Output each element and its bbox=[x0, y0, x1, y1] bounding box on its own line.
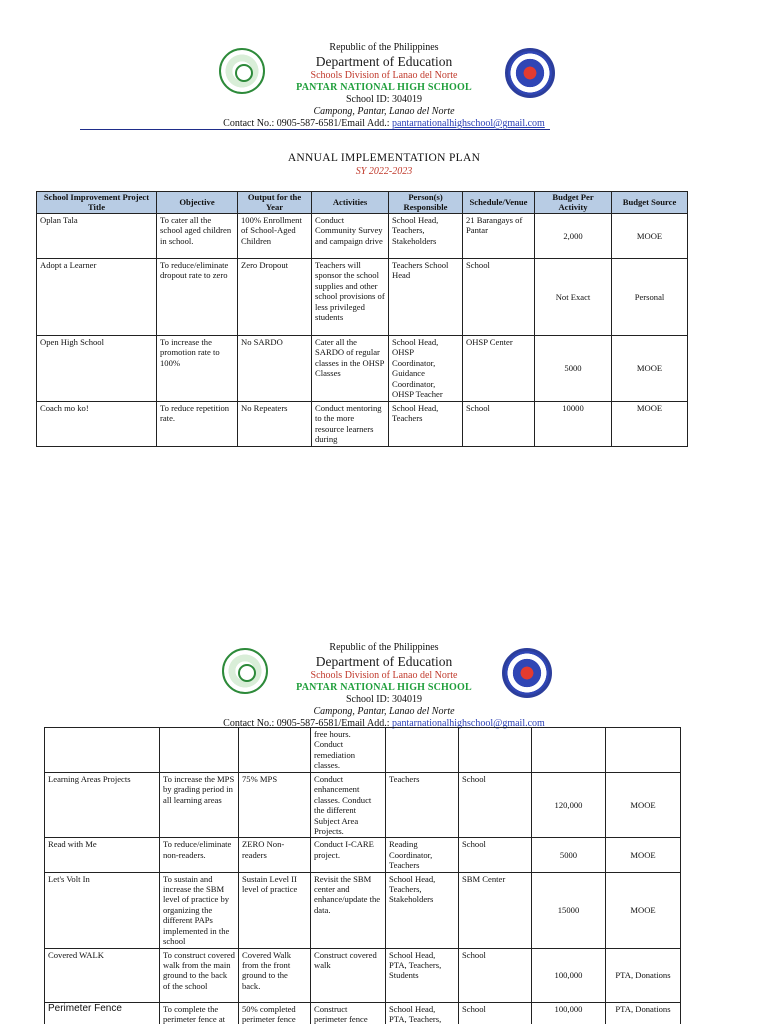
table-header-row bbox=[37, 192, 688, 214]
contact-text: Contact No.: 0905-587-6581/Email Add.: bbox=[223, 118, 393, 129]
schedule-cell: School bbox=[459, 838, 532, 872]
activities-cell: Conduct Community Survey and campaign drive bbox=[312, 214, 389, 259]
school-name: PANTAR NATIONAL HIGH SCHOOL bbox=[296, 682, 472, 693]
email-link[interactable]: pantarnationalhighschool@gmail.com bbox=[392, 118, 545, 129]
budget-cell: 120,000 bbox=[532, 773, 606, 838]
objective-cell: To sustain and increase the SBM level of practice by organizing the different PAPs implemented in the school bbox=[160, 872, 239, 948]
activities-cell: Conduct enhancement classes. Conduct the different Subject Area Projects. bbox=[311, 773, 386, 838]
output-cell: 50% completed perimeter fence bbox=[239, 1002, 311, 1024]
email-link[interactable]: pantarnationalhighschool@gmail.com bbox=[392, 718, 545, 729]
column-header: Person(s) Responsible bbox=[389, 192, 463, 214]
budget-cell: 10000 bbox=[535, 402, 612, 447]
activities-cell: free hours. Conduct remediation classes. bbox=[311, 728, 386, 773]
objective-cell: To reduce/eliminate dropout rate to zero bbox=[157, 259, 238, 336]
contact-text: Contact No.: 0905-587-6581/Email Add.: bbox=[223, 718, 393, 729]
budget-source-cell: MOOE bbox=[606, 773, 681, 838]
table-row bbox=[45, 1002, 681, 1024]
table-row bbox=[45, 838, 681, 872]
table-row bbox=[37, 402, 688, 447]
objective-cell: To complete the perimeter fence at bbox=[160, 1002, 239, 1024]
column-header: Budget Source bbox=[612, 192, 688, 214]
table-row bbox=[45, 872, 681, 948]
budget-source-cell: MOOE bbox=[606, 872, 681, 948]
project-title-cell: Learning Areas Projects bbox=[45, 773, 160, 838]
project-title-cell bbox=[45, 728, 160, 773]
table-row bbox=[37, 259, 688, 336]
output-cell: 100% Enrollment of School-Aged Children bbox=[238, 214, 312, 259]
budget-cell: 100,000 bbox=[532, 948, 606, 1002]
column-header: Schedule/Venue bbox=[463, 192, 535, 214]
header-rule bbox=[80, 129, 550, 130]
objective-cell: To reduce/eliminate non-readers. bbox=[160, 838, 239, 872]
schedule-cell: School bbox=[463, 402, 535, 447]
persons-cell bbox=[386, 728, 459, 773]
schedule-cell bbox=[459, 728, 532, 773]
budget-source-cell: PTA, Donations bbox=[606, 948, 681, 1002]
persons-cell: School Head, OHSP Coordinator, Guidance Coordinator, OHSP Teacher bbox=[389, 336, 463, 402]
activities-cell: Construct perimeter fence bbox=[311, 1002, 386, 1024]
persons-cell: Teachers School Head bbox=[389, 259, 463, 336]
schedule-cell: School bbox=[463, 259, 535, 336]
division-name: Schools Division of Lanao del Norte bbox=[310, 70, 458, 81]
table-row bbox=[45, 728, 681, 773]
persons-cell: School Head, Teachers, Stakeholders bbox=[386, 872, 459, 948]
objective-cell: To cater all the school aged children in school. bbox=[157, 214, 238, 259]
output-cell: No SARDO bbox=[238, 336, 312, 402]
budget-source-cell: PTA, Donations bbox=[606, 1002, 681, 1024]
department-name: Department of Education bbox=[315, 54, 453, 69]
project-title-cell: Covered WALK bbox=[45, 948, 160, 1002]
persons-cell: School Head, Teachers bbox=[389, 402, 463, 447]
department-name: Department of Education bbox=[315, 654, 453, 669]
persons-cell: School Head, Teachers, Stakeholders bbox=[389, 214, 463, 259]
schedule-cell: SBM Center bbox=[459, 872, 532, 948]
column-header: Objective bbox=[157, 192, 238, 214]
project-title-cell: Read with Me bbox=[45, 838, 160, 872]
budget-source-cell: MOOE bbox=[612, 214, 688, 259]
budget-cell: 2,000 bbox=[535, 214, 612, 259]
school-address: Campong, Pantar, Lanao del Norte bbox=[313, 106, 455, 117]
school-id: School ID: 304019 bbox=[345, 694, 423, 705]
output-cell: Covered Walk from the front ground to the back. bbox=[239, 948, 311, 1002]
budget-source-cell: Personal bbox=[612, 259, 688, 336]
budget-source-cell: MOOE bbox=[612, 336, 688, 402]
implementation-plan-table bbox=[36, 191, 688, 447]
budget-cell bbox=[532, 728, 606, 773]
objective-cell bbox=[160, 728, 239, 773]
plan-title: ANNUAL IMPLEMENTATION PLAN bbox=[287, 152, 481, 164]
project-title-cell: Oplan Tala bbox=[37, 214, 157, 259]
activities-cell: Teachers will sponsor the school supplies and other school provisions of less privileged students bbox=[312, 259, 389, 336]
persons-cell: Teachers bbox=[386, 773, 459, 838]
column-header: Budget Per Activity bbox=[535, 192, 612, 214]
output-cell: Sustain Level II level of practice bbox=[239, 872, 311, 948]
output-cell: ZERO Non-readers bbox=[239, 838, 311, 872]
schedule-cell: School bbox=[459, 773, 532, 838]
objective-cell: To construct covered walk from the main ground to the back of the school bbox=[160, 948, 239, 1002]
budget-cell: 5000 bbox=[535, 336, 612, 402]
letterhead bbox=[0, 642, 768, 730]
output-cell: Zero Dropout bbox=[238, 259, 312, 336]
persons-cell: School Head, PTA, Teachers, bbox=[386, 1002, 459, 1024]
objective-cell: To increase the MPS by grading period in all learning areas bbox=[160, 773, 239, 838]
project-title-cell: Adopt a Learner bbox=[37, 259, 157, 336]
school-year: SY 2022-2023 bbox=[355, 166, 413, 177]
budget-cell: 100,000 bbox=[532, 1002, 606, 1024]
budget-cell: 15000 bbox=[532, 872, 606, 948]
implementation-plan-table-continued bbox=[44, 727, 681, 1024]
activities-cell: Conduct mentoring to the more resource learners during bbox=[312, 402, 389, 447]
budget-cell: 5000 bbox=[532, 838, 606, 872]
project-title-cell: Perimeter Fence bbox=[45, 1002, 160, 1024]
budget-source-cell bbox=[606, 728, 681, 773]
output-cell bbox=[239, 728, 311, 773]
project-title-cell: Open High School bbox=[37, 336, 157, 402]
persons-cell: School Head, PTA, Teachers, Students bbox=[386, 948, 459, 1002]
republic-line: Republic of the Philippines bbox=[329, 642, 439, 653]
column-header: School Improvement Project Title bbox=[37, 192, 157, 214]
activities-cell: Revisit the SBM center and enhance/update the data. bbox=[311, 872, 386, 948]
school-id: School ID: 304019 bbox=[345, 94, 423, 105]
schedule-cell: School bbox=[459, 948, 532, 1002]
column-header: Output for the Year bbox=[238, 192, 312, 214]
persons-cell: Reading Coordinator, Teachers bbox=[386, 838, 459, 872]
schedule-cell: School bbox=[459, 1002, 532, 1024]
table-row bbox=[37, 336, 688, 402]
project-title-cell: Coach mo ko! bbox=[37, 402, 157, 447]
division-name: Schools Division of Lanao del Norte bbox=[310, 670, 458, 681]
budget-source-cell: MOOE bbox=[606, 838, 681, 872]
project-title-cell: Let's Volt In bbox=[45, 872, 160, 948]
activities-cell: Construct covered walk bbox=[311, 948, 386, 1002]
column-header: Activities bbox=[312, 192, 389, 214]
table-row bbox=[45, 948, 681, 1002]
activities-cell: Cater all the SARDO of regular classes in the OHSP Classes bbox=[312, 336, 389, 402]
republic-line: Republic of the Philippines bbox=[329, 42, 439, 53]
budget-cell: Not Exact bbox=[535, 259, 612, 336]
objective-cell: To reduce repetition rate. bbox=[157, 402, 238, 447]
schedule-cell: OHSP Center bbox=[463, 336, 535, 402]
budget-source-cell: MOOE bbox=[612, 402, 688, 447]
letterhead bbox=[0, 42, 768, 130]
school-address: Campong, Pantar, Lanao del Norte bbox=[313, 706, 455, 717]
output-cell: No Repeaters bbox=[238, 402, 312, 447]
table-row bbox=[37, 214, 688, 259]
activities-cell: Conduct I-CARE project. bbox=[311, 838, 386, 872]
school-name: PANTAR NATIONAL HIGH SCHOOL bbox=[296, 82, 472, 93]
table-row bbox=[45, 773, 681, 838]
schedule-cell: 21 Barangays of Pantar bbox=[463, 214, 535, 259]
objective-cell: To increase the promotion rate to 100% bbox=[157, 336, 238, 402]
output-cell: 75% MPS bbox=[239, 773, 311, 838]
